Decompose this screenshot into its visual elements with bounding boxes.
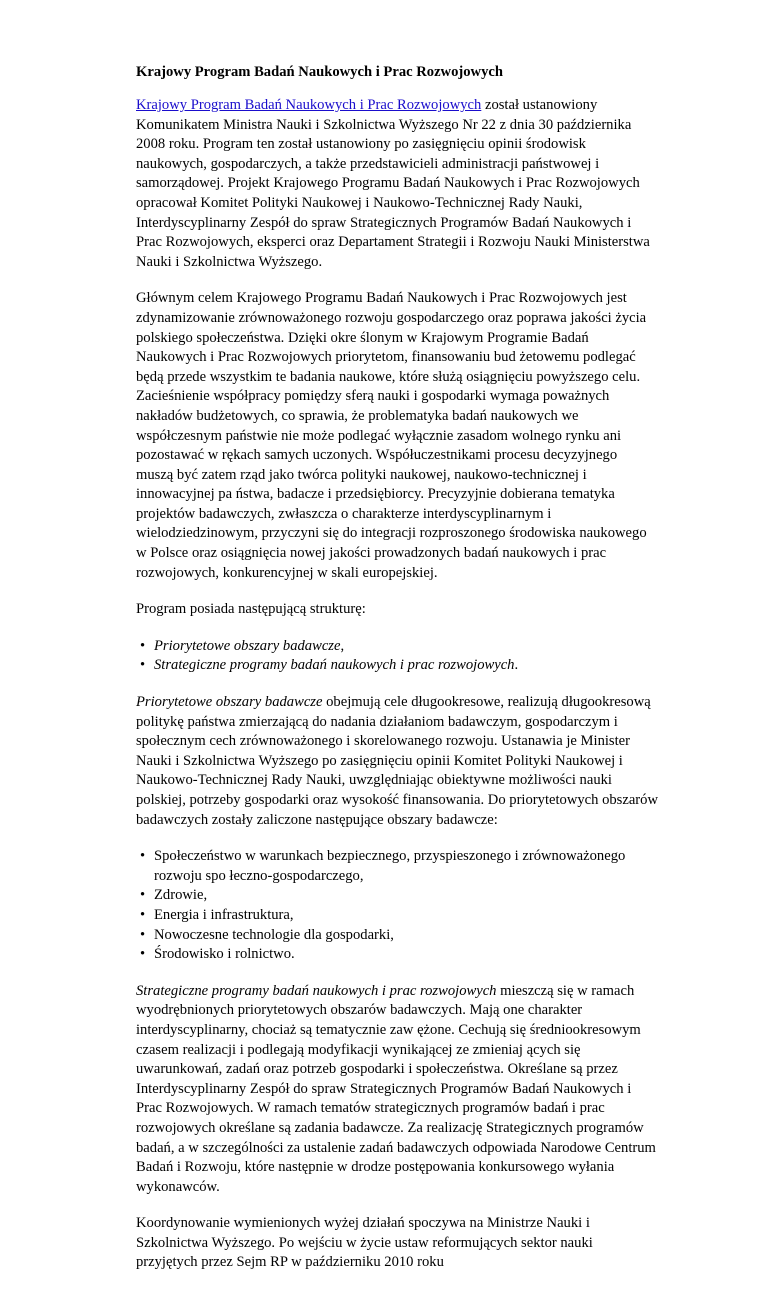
paragraph-priority-areas: Priorytetowe obszary badawcze obejmują cele długookresowe, realizują długookresową politykę państwa zmierzającą do nadania działaniom badawczym, gospodarczym i społecznym cech zrównoważonego i skorelowanego rozwoju. Ustanawia je Minister Nauki i Szkolnictwa Wyższego po zasięgnięciu opinii Komitet Polityki Naukowej i Naukowo-Technicznej Rady Nauki, uwzględniając obiektywne możliwości nauki polskiej, potrzeby gospodarki oraz wysokość finansowania. Do priorytetowych obszarów badawczych zostały zaliczone następujące obszary badawcze:	[136, 694, 659, 828]
term-strategic-programs: Strategiczne programy badań naukowych i prac rozwojowych	[136, 982, 497, 999]
paragraph-intro-text: został ustanowiony Komunikatem Ministra Nauki i Szkolnictwa Wyższego Nr 22 z dnia 30 października 2008 roku. Program ten został ustanowiony po zasięgnięciu opinii środowisk naukowych, gospodarczych, a także przedstawicieli administracji państwowej i samorządowej. Projekt Krajowego Programu Badań Naukowych i Prac Rozwojowych opracował Komitet Polityki Naukowej i Naukowo-Technicznej Rady Nauki, Interdyscyplinarny Zespół do spraw Strategicznych Programów Badań Naukowych i Prac Rozwojowych, eksperci oraz Departament Strategii i Rozwoju Nauki Ministerstwa Nauki i Szkolnictwa Wyższego.	[136, 97, 650, 270]
list-item: • Energia i infrastruktura,	[154, 906, 658, 926]
list-item-em: Priorytetowe obszary badawcze	[154, 637, 341, 654]
term-priority-areas: Priorytetowe obszary badawcze	[136, 694, 323, 711]
list-item: • Społeczeństwo w warunkach bezpiecznego, przyspieszonego i zrównoważonego rozwoju spo łeczno-gospodarczego,	[154, 847, 658, 886]
list-item: • Strategiczne programy badań naukowych i prac rozwojowych.	[154, 656, 658, 676]
paragraph-coordination: Koordynowanie wymienionych wyżej działań spoczywa na Ministrze Nauki i Szkolnictwa Wyższego. Po wejściu w życie ustaw reformujących sektor nauki przyjętych przez Sejm RP w październiku 2010 roku	[136, 1215, 593, 1271]
paragraph-goal: Głównym celem Krajowego Programu Badań Naukowych i Prac Rozwojowych jest zdynamizowanie zrównoważonego rozwoju gospodarczego oraz poprawa jakości życia polskiego społeczeństwa. Dzięki okre ślonym w Krajowym Programie Badań Naukowych i Prac Rozwojowych priorytetom, finansowaniu bud żetowemu podlegać będą przede wszystkim te badania naukowe, które służą osiągnięciu powyższego celu. Zacieśnienie współpracy pomiędzy sferą nauki i gospodarki wymaga poważnych nakładów budżetowych, co sprawia, że problematyka badań naukowych we współczesnym państwie nie może podlegać wyłącznie zasadom wolnego rynku ani pozostawać w rękach samych uczonych. Współuczestnikami procesu decyzyjnego muszą być zatem rząd jako twórca polityki naukowej, naukowo-technicznej i innowacyjnej pa ństwa, badacze i przedsiębiorcy. Precyzyjnie dobierana tematyka projektów badawczych, zwłaszcza o charakterze interdyscyplinarnym i wielodziedzinowym, przyczyni się do integracji rozproszonego środowiska naukowego w Polsce oraz osiągnięcia nowej jakości prowadzonych badań naukowych i prac rozwojowych, konkurencyjnej w skali europejskiej.	[136, 290, 647, 581]
areas-list	[136, 847, 658, 965]
document-title: Krajowy Program Badań Naukowych i Prac Rozwojowych	[136, 64, 503, 80]
list-item: • Zdrowie,	[154, 886, 658, 906]
paragraph-intro	[136, 96, 658, 272]
program-link[interactable]: Krajowy Program Badań Naukowych i Prac Rozwojowych	[136, 97, 482, 113]
document-body	[136, 96, 658, 1290]
paragraph-strategic-programs: Strategiczne programy badań naukowych i prac rozwojowych mieszczą się w ramach wyodrębnionych priorytetowych obszarów badawczych. Mają one charakter interdyscyplinarny, chociaż są tematycznie zaw ężone. Cechują się średniookresowym czasem realizacji i podlegają modyfikacji wynikającej ze zmieniaj ących się uwarunkowań, zadań oraz potrzeb gospodarki i społeczeństwa. Określane są przez Interdyscyplinarny Zespół do spraw Strategicznych Programów Badań Naukowych i Prac Rozwojowych. W ramach tematów strategicznych programów badań i prac rozwojowych określane są zadania badawcze. Za realizację Strategicznych programów badań, a w szczególności za ustalenie zadań badawczych odpowiada Narodowe Centrum Badań i Rozwoju, które następnie w drodze postępowania konkursowego wyłania wykonawców.	[136, 982, 656, 1195]
paragraph-structure: Program posiada następującą strukturę:	[136, 601, 366, 618]
structure-list	[136, 637, 658, 676]
list-item: • Środowisko i rolnictwo.	[154, 945, 658, 965]
list-item-em: Strategiczne programy badań naukowych i prac rozwojowych	[154, 657, 515, 674]
list-item: • Priorytetowe obszary badawcze,	[154, 637, 658, 657]
list-item: • Nowoczesne technologie dla gospodarki,	[154, 926, 658, 946]
